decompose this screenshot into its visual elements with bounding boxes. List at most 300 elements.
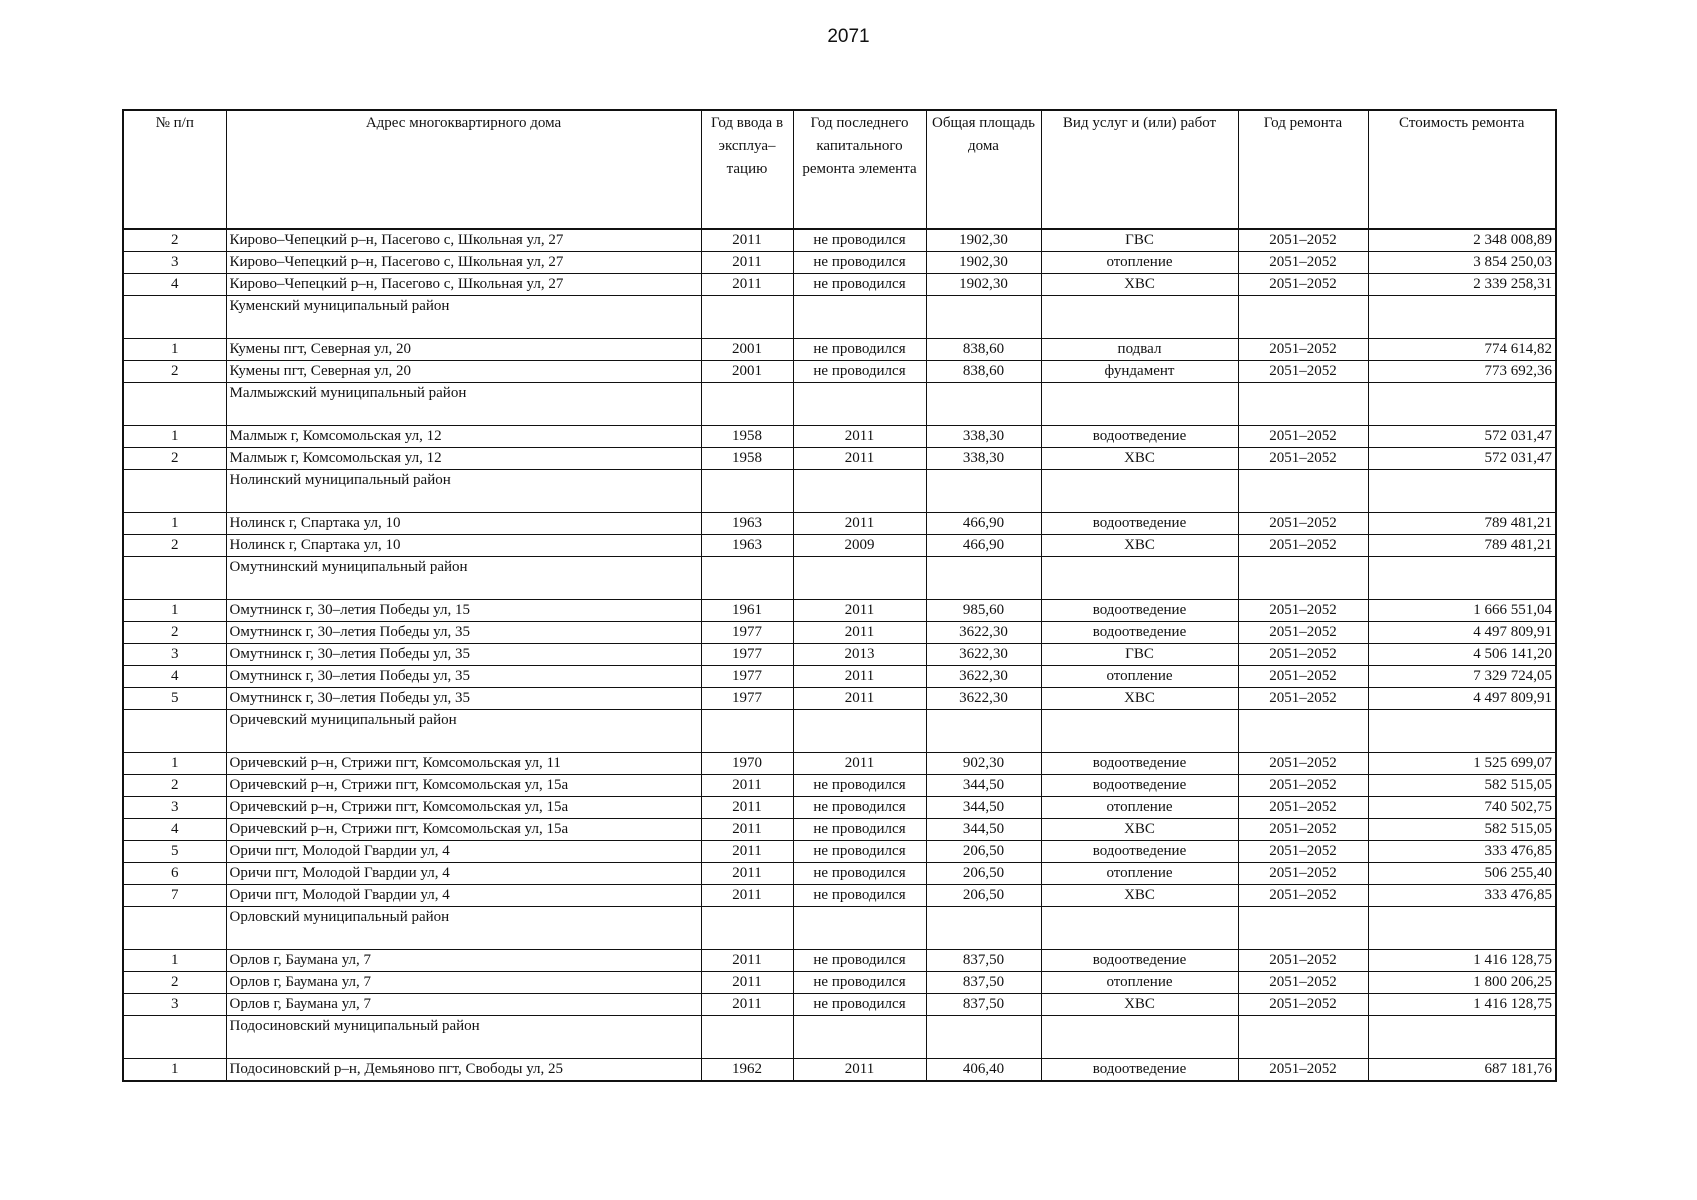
table-row (123, 950, 1556, 972)
cell-service: водоотведение (1041, 426, 1238, 448)
cell-address: Кирово–Чепецкий р–н, Пасегово с, Школьная ул, 27 (226, 252, 701, 274)
empty-cell (793, 470, 926, 513)
cell-cost: 572 031,47 (1368, 426, 1556, 448)
cell-cost: 1 666 551,04 (1368, 600, 1556, 622)
empty-cell (701, 907, 793, 950)
cell-cost: 1 416 128,75 (1368, 994, 1556, 1016)
cell-last-repair: не проводился (793, 885, 926, 907)
table-row (123, 863, 1556, 885)
cell-repair-year: 2051–2052 (1238, 885, 1368, 907)
cell-repair-year: 2051–2052 (1238, 229, 1368, 252)
cell-year-built: 1963 (701, 513, 793, 535)
cell-year-built: 1963 (701, 535, 793, 557)
cell-address: Омутнинск г, 30–летия Победы ул, 35 (226, 644, 701, 666)
table-row (123, 622, 1556, 644)
cell-area: 206,50 (926, 841, 1041, 863)
header-area: Общая площадь дома (926, 110, 1041, 229)
cell-address: Омутнинск г, 30–летия Победы ул, 35 (226, 622, 701, 644)
table-row (123, 229, 1556, 252)
cell-service: ХВС (1041, 448, 1238, 470)
empty-cell (1238, 907, 1368, 950)
cell-area: 206,50 (926, 863, 1041, 885)
empty-cell (926, 710, 1041, 753)
empty-cell (1041, 710, 1238, 753)
cell-repair-year: 2051–2052 (1238, 797, 1368, 819)
cell-address: Малмыж г, Комсомольская ул, 12 (226, 448, 701, 470)
empty-cell (123, 557, 226, 600)
cell-service: отопление (1041, 252, 1238, 274)
cell-num: 3 (123, 797, 226, 819)
cell-service: ХВС (1041, 885, 1238, 907)
cell-service: водоотведение (1041, 513, 1238, 535)
cell-repair-year: 2051–2052 (1238, 863, 1368, 885)
cell-num: 2 (123, 229, 226, 252)
cell-last-repair: не проводился (793, 841, 926, 863)
cell-last-repair: 2011 (793, 753, 926, 775)
cell-area: 3622,30 (926, 622, 1041, 644)
empty-cell (793, 383, 926, 426)
cell-repair-year: 2051–2052 (1238, 448, 1368, 470)
cell-cost: 4 497 809,91 (1368, 622, 1556, 644)
cell-repair-year: 2051–2052 (1238, 600, 1368, 622)
district-row (123, 383, 1556, 426)
cell-num: 1 (123, 753, 226, 775)
cell-cost: 4 497 809,91 (1368, 688, 1556, 710)
cell-address: Кирово–Чепецкий р–н, Пасегово с, Школьная ул, 27 (226, 274, 701, 296)
cell-last-repair: 2013 (793, 644, 926, 666)
district-name: Нолинский муниципальный район (226, 470, 701, 513)
cell-year-built: 1977 (701, 666, 793, 688)
table-row (123, 688, 1556, 710)
cell-area: 206,50 (926, 885, 1041, 907)
cell-service: отопление (1041, 797, 1238, 819)
cell-last-repair: не проводился (793, 361, 926, 383)
table-row (123, 885, 1556, 907)
cell-year-built: 1962 (701, 1059, 793, 1082)
empty-cell (1238, 383, 1368, 426)
district-name: Подосиновский муниципальный район (226, 1016, 701, 1059)
cell-year-built: 2011 (701, 252, 793, 274)
cell-area: 1902,30 (926, 274, 1041, 296)
repair-schedule-table (122, 109, 1557, 1082)
cell-area: 338,30 (926, 426, 1041, 448)
empty-cell (793, 1016, 926, 1059)
cell-num: 1 (123, 513, 226, 535)
cell-address: Оричевский р–н, Стрижи пгт, Комсомольская ул, 11 (226, 753, 701, 775)
cell-last-repair: не проводился (793, 819, 926, 841)
cell-year-built: 2011 (701, 972, 793, 994)
cell-service: водоотведение (1041, 600, 1238, 622)
cell-area: 838,60 (926, 361, 1041, 383)
table-row (123, 535, 1556, 557)
cell-cost: 506 255,40 (1368, 863, 1556, 885)
empty-cell (1238, 296, 1368, 339)
cell-last-repair: 2009 (793, 535, 926, 557)
empty-cell (793, 296, 926, 339)
cell-repair-year: 2051–2052 (1238, 841, 1368, 863)
cell-cost: 333 476,85 (1368, 885, 1556, 907)
cell-area: 466,90 (926, 535, 1041, 557)
cell-address: Орлов г, Баумана ул, 7 (226, 994, 701, 1016)
empty-cell (1368, 710, 1556, 753)
cell-cost: 1 416 128,75 (1368, 950, 1556, 972)
cell-last-repair: не проводился (793, 950, 926, 972)
cell-address: Омутнинск г, 30–летия Победы ул, 15 (226, 600, 701, 622)
cell-last-repair: не проводился (793, 994, 926, 1016)
cell-repair-year: 2051–2052 (1238, 819, 1368, 841)
cell-num: 5 (123, 841, 226, 863)
empty-cell (1368, 383, 1556, 426)
district-name: Куменский муниципальный район (226, 296, 701, 339)
cell-year-built: 1961 (701, 600, 793, 622)
cell-address: Нолинск г, Спартака ул, 10 (226, 513, 701, 535)
cell-area: 838,60 (926, 339, 1041, 361)
district-name: Орловский муниципальный район (226, 907, 701, 950)
cell-repair-year: 2051–2052 (1238, 666, 1368, 688)
table-row (123, 753, 1556, 775)
table-header-row (123, 110, 1556, 229)
cell-address: Омутнинск г, 30–летия Победы ул, 35 (226, 666, 701, 688)
cell-last-repair: 2011 (793, 666, 926, 688)
cell-cost: 572 031,47 (1368, 448, 1556, 470)
cell-repair-year: 2051–2052 (1238, 339, 1368, 361)
cell-num: 4 (123, 666, 226, 688)
cell-address: Кумены пгт, Северная ул, 20 (226, 361, 701, 383)
district-row (123, 1016, 1556, 1059)
empty-cell (926, 296, 1041, 339)
cell-last-repair: 2011 (793, 513, 926, 535)
cell-service: ХВС (1041, 819, 1238, 841)
cell-num: 1 (123, 950, 226, 972)
cell-service: ХВС (1041, 688, 1238, 710)
empty-cell (1041, 907, 1238, 950)
cell-num: 4 (123, 819, 226, 841)
cell-service: водоотведение (1041, 753, 1238, 775)
empty-cell (1041, 557, 1238, 600)
cell-year-built: 1958 (701, 426, 793, 448)
cell-address: Оричевский р–н, Стрижи пгт, Комсомольская ул, 15а (226, 819, 701, 841)
empty-cell (1041, 296, 1238, 339)
empty-cell (1238, 557, 1368, 600)
table-row (123, 513, 1556, 535)
cell-year-built: 2011 (701, 819, 793, 841)
empty-cell (701, 1016, 793, 1059)
cell-repair-year: 2051–2052 (1238, 1059, 1368, 1082)
cell-last-repair: не проводился (793, 797, 926, 819)
empty-cell (123, 907, 226, 950)
cell-year-built: 2011 (701, 863, 793, 885)
cell-cost: 789 481,21 (1368, 535, 1556, 557)
cell-num: 2 (123, 535, 226, 557)
cell-year-built: 1977 (701, 644, 793, 666)
cell-area: 3622,30 (926, 644, 1041, 666)
cell-last-repair: не проводился (793, 274, 926, 296)
cell-cost: 1 800 206,25 (1368, 972, 1556, 994)
district-row (123, 907, 1556, 950)
cell-service: отопление (1041, 972, 1238, 994)
cell-address: Орлов г, Баумана ул, 7 (226, 950, 701, 972)
cell-last-repair: не проводился (793, 972, 926, 994)
empty-cell (701, 557, 793, 600)
empty-cell (123, 383, 226, 426)
cell-num: 1 (123, 339, 226, 361)
table-row (123, 841, 1556, 863)
cell-repair-year: 2051–2052 (1238, 535, 1368, 557)
cell-area: 1902,30 (926, 252, 1041, 274)
empty-cell (701, 470, 793, 513)
cell-service: ХВС (1041, 994, 1238, 1016)
empty-cell (1041, 1016, 1238, 1059)
cell-year-built: 2011 (701, 994, 793, 1016)
empty-cell (926, 557, 1041, 600)
cell-address: Оричи пгт, Молодой Гвардии ул, 4 (226, 841, 701, 863)
table-row (123, 644, 1556, 666)
cell-last-repair: не проводился (793, 339, 926, 361)
cell-repair-year: 2051–2052 (1238, 644, 1368, 666)
empty-cell (123, 710, 226, 753)
cell-last-repair: 2011 (793, 426, 926, 448)
cell-service: ГВС (1041, 644, 1238, 666)
cell-area: 985,60 (926, 600, 1041, 622)
cell-year-built: 2011 (701, 841, 793, 863)
district-name: Малмыжский муниципальный район (226, 383, 701, 426)
cell-num: 3 (123, 994, 226, 1016)
cell-cost: 582 515,05 (1368, 819, 1556, 841)
cell-service: ХВС (1041, 274, 1238, 296)
cell-service: водоотведение (1041, 1059, 1238, 1082)
table-row (123, 666, 1556, 688)
cell-address: Подосиновский р–н, Демьяново пгт, Свободы ул, 25 (226, 1059, 701, 1082)
cell-year-built: 2001 (701, 339, 793, 361)
cell-area: 1902,30 (926, 229, 1041, 252)
cell-address: Малмыж г, Комсомольская ул, 12 (226, 426, 701, 448)
cell-address: Омутнинск г, 30–летия Победы ул, 35 (226, 688, 701, 710)
district-row (123, 710, 1556, 753)
cell-area: 344,50 (926, 797, 1041, 819)
cell-cost: 789 481,21 (1368, 513, 1556, 535)
cell-repair-year: 2051–2052 (1238, 361, 1368, 383)
page-number: 2071 (827, 26, 870, 47)
cell-address: Оричи пгт, Молодой Гвардии ул, 4 (226, 863, 701, 885)
cell-num: 1 (123, 1059, 226, 1082)
district-row (123, 470, 1556, 513)
cell-num: 1 (123, 600, 226, 622)
empty-cell (1368, 296, 1556, 339)
cell-service: подвал (1041, 339, 1238, 361)
cell-cost: 333 476,85 (1368, 841, 1556, 863)
cell-repair-year: 2051–2052 (1238, 753, 1368, 775)
cell-area: 837,50 (926, 972, 1041, 994)
cell-num: 4 (123, 274, 226, 296)
empty-cell (1368, 907, 1556, 950)
cell-year-built: 2011 (701, 797, 793, 819)
cell-num: 7 (123, 885, 226, 907)
table-row (123, 1059, 1556, 1082)
cell-year-built: 1970 (701, 753, 793, 775)
cell-cost: 4 506 141,20 (1368, 644, 1556, 666)
empty-cell (701, 296, 793, 339)
table-row (123, 600, 1556, 622)
empty-cell (793, 557, 926, 600)
cell-cost: 773 692,36 (1368, 361, 1556, 383)
cell-last-repair: не проводился (793, 863, 926, 885)
cell-last-repair: 2011 (793, 622, 926, 644)
cell-area: 837,50 (926, 994, 1041, 1016)
empty-cell (1368, 1016, 1556, 1059)
empty-cell (1238, 710, 1368, 753)
cell-area: 344,50 (926, 775, 1041, 797)
cell-service: водоотведение (1041, 841, 1238, 863)
cell-address: Оричи пгт, Молодой Гвардии ул, 4 (226, 885, 701, 907)
header-repair-year: Год ремонта (1238, 110, 1368, 229)
cell-service: ГВС (1041, 229, 1238, 252)
table-row (123, 361, 1556, 383)
cell-num: 3 (123, 644, 226, 666)
cell-area: 344,50 (926, 819, 1041, 841)
header-last-repair: Год последнего капитального ремонта элемента (793, 110, 926, 229)
cell-address: Оричевский р–н, Стрижи пгт, Комсомольская ул, 15а (226, 797, 701, 819)
cell-num: 6 (123, 863, 226, 885)
cell-num: 2 (123, 361, 226, 383)
cell-last-repair: 2011 (793, 688, 926, 710)
cell-num: 2 (123, 775, 226, 797)
district-name: Оричевский муниципальный район (226, 710, 701, 753)
empty-cell (701, 710, 793, 753)
cell-num: 5 (123, 688, 226, 710)
cell-last-repair: не проводился (793, 229, 926, 252)
empty-cell (1041, 470, 1238, 513)
empty-cell (1368, 557, 1556, 600)
cell-year-built: 2011 (701, 775, 793, 797)
cell-year-built: 1958 (701, 448, 793, 470)
cell-service: отопление (1041, 863, 1238, 885)
cell-service: отопление (1041, 666, 1238, 688)
header-service: Вид услуг и (или) работ (1041, 110, 1238, 229)
empty-cell (1238, 470, 1368, 513)
cell-service: водоотведение (1041, 950, 1238, 972)
table-row (123, 972, 1556, 994)
empty-cell (1041, 383, 1238, 426)
cell-year-built: 2011 (701, 950, 793, 972)
table-row (123, 775, 1556, 797)
district-name: Омутнинский муниципальный район (226, 557, 701, 600)
cell-area: 466,90 (926, 513, 1041, 535)
cell-cost: 687 181,76 (1368, 1059, 1556, 1082)
empty-cell (926, 1016, 1041, 1059)
cell-area: 902,30 (926, 753, 1041, 775)
table-row (123, 797, 1556, 819)
cell-cost: 1 525 699,07 (1368, 753, 1556, 775)
header-cost: Стоимость ремонта (1368, 110, 1556, 229)
cell-cost: 2 339 258,31 (1368, 274, 1556, 296)
cell-address: Нолинск г, Спартака ул, 10 (226, 535, 701, 557)
cell-num: 2 (123, 972, 226, 994)
cell-address: Кирово–Чепецкий р–н, Пасегово с, Школьная ул, 27 (226, 229, 701, 252)
header-address: Адрес многоквартирного дома (226, 110, 701, 229)
cell-area: 837,50 (926, 950, 1041, 972)
empty-cell (1238, 1016, 1368, 1059)
cell-last-repair: не проводился (793, 775, 926, 797)
cell-repair-year: 2051–2052 (1238, 622, 1368, 644)
cell-year-built: 2011 (701, 885, 793, 907)
cell-last-repair: 2011 (793, 600, 926, 622)
cell-year-built: 2011 (701, 229, 793, 252)
cell-address: Орлов г, Баумана ул, 7 (226, 972, 701, 994)
empty-cell (1368, 470, 1556, 513)
cell-address: Кумены пгт, Северная ул, 20 (226, 339, 701, 361)
cell-area: 406,40 (926, 1059, 1041, 1082)
cell-cost: 774 614,82 (1368, 339, 1556, 361)
empty-cell (701, 383, 793, 426)
table-body (123, 229, 1556, 1081)
cell-repair-year: 2051–2052 (1238, 688, 1368, 710)
table-row (123, 339, 1556, 361)
district-row (123, 296, 1556, 339)
table-row (123, 994, 1556, 1016)
table-row (123, 252, 1556, 274)
cell-cost: 740 502,75 (1368, 797, 1556, 819)
cell-repair-year: 2051–2052 (1238, 950, 1368, 972)
cell-service: фундамент (1041, 361, 1238, 383)
cell-num: 2 (123, 448, 226, 470)
cell-repair-year: 2051–2052 (1238, 994, 1368, 1016)
cell-repair-year: 2051–2052 (1238, 513, 1368, 535)
cell-num: 3 (123, 252, 226, 274)
cell-area: 3622,30 (926, 688, 1041, 710)
cell-address: Оричевский р–н, Стрижи пгт, Комсомольская ул, 15а (226, 775, 701, 797)
empty-cell (926, 907, 1041, 950)
empty-cell (926, 383, 1041, 426)
cell-repair-year: 2051–2052 (1238, 274, 1368, 296)
cell-service: водоотведение (1041, 622, 1238, 644)
table-row (123, 448, 1556, 470)
header-num: № п/п (123, 110, 226, 229)
cell-area: 3622,30 (926, 666, 1041, 688)
cell-year-built: 1977 (701, 688, 793, 710)
table-row (123, 426, 1556, 448)
cell-service: водоотведение (1041, 775, 1238, 797)
empty-cell (123, 1016, 226, 1059)
district-row (123, 557, 1556, 600)
empty-cell (123, 296, 226, 339)
cell-cost: 2 348 008,89 (1368, 229, 1556, 252)
cell-num: 1 (123, 426, 226, 448)
cell-last-repair: 2011 (793, 1059, 926, 1082)
cell-repair-year: 2051–2052 (1238, 972, 1368, 994)
empty-cell (793, 907, 926, 950)
table-row (123, 274, 1556, 296)
cell-cost: 3 854 250,03 (1368, 252, 1556, 274)
empty-cell (926, 470, 1041, 513)
cell-year-built: 1977 (701, 622, 793, 644)
cell-repair-year: 2051–2052 (1238, 426, 1368, 448)
cell-repair-year: 2051–2052 (1238, 252, 1368, 274)
empty-cell (123, 470, 226, 513)
cell-last-repair: не проводился (793, 252, 926, 274)
table-row (123, 819, 1556, 841)
cell-repair-year: 2051–2052 (1238, 775, 1368, 797)
empty-cell (793, 710, 926, 753)
cell-cost: 7 329 724,05 (1368, 666, 1556, 688)
cell-year-built: 2011 (701, 274, 793, 296)
cell-cost: 582 515,05 (1368, 775, 1556, 797)
cell-service: ХВС (1041, 535, 1238, 557)
cell-year-built: 2001 (701, 361, 793, 383)
cell-last-repair: 2011 (793, 448, 926, 470)
cell-num: 2 (123, 622, 226, 644)
header-year-built: Год ввода в эксплуа–тацию (701, 110, 793, 229)
cell-area: 338,30 (926, 448, 1041, 470)
